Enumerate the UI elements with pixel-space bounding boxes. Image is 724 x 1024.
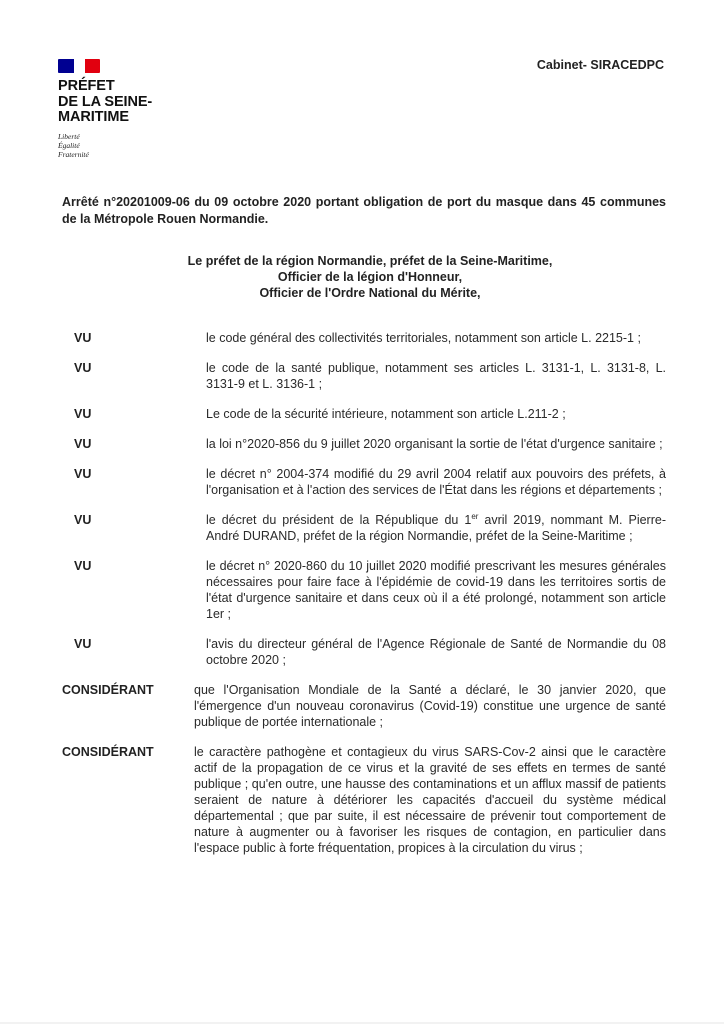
republic-motto	[58, 132, 188, 159]
visa-item	[62, 466, 666, 498]
visa-text-part: le décret du président de la République du 1	[206, 513, 472, 527]
prefect-line: MARITIME	[58, 109, 129, 125]
visa-label: VU	[74, 331, 92, 345]
visa-text	[206, 512, 666, 544]
visa-text: la loi n°2020-856 du 9 juillet 2020 organisant la sortie de l'état d'urgence sanitaire ;	[206, 437, 663, 451]
prefect-name	[58, 79, 188, 126]
superscript-text: er	[471, 511, 479, 521]
arrete-title: Arrêté n°20201009-06 du 09 octobre 2020 portant obligation de port du masque dans 45 communes de la Métropole Rouen Normandie.	[62, 195, 666, 226]
visa-item	[62, 330, 666, 346]
prefect-line: PRÉFET	[58, 78, 115, 94]
visa-text: le décret n° 2020-860 du 10 juillet 2020 modifié prescrivant les mesures générales nécessaires pour faire face à l'épidémie de covid-19 dans les territoires sortis de l'état d'urgence sanitaire et dans ceux où il a été prolongé, notamment son article 1er ;	[206, 559, 666, 621]
visa-item	[62, 406, 666, 422]
considerant-text: le caractère pathogène et contagieux du virus SARS-Cov-2 ainsi que le caractère actif de la propagation de ce virus et la gravité de ses effets en termes de santé publique ; qu'en outre, une hausse des contaminations et un afflux massif de patients seraient de nature à détériorer les capacités d'accueil du système médical départemental ; que par suite, il est nécessaire de prévenir tout comportement de nature à augmenter ou à favoriser les risques de contagion, en particulier dans l'espace public à forte fréquentation, propices à la circulation du virus ;	[194, 745, 666, 855]
visa-text: le code général des collectivités territoriales, notamment son article L. 2215-1 ;	[206, 331, 641, 345]
visa-item	[62, 436, 666, 452]
visa-label: VU	[74, 559, 92, 573]
considerant-label: CONSIDÉRANT	[62, 683, 154, 697]
authority-line: Officier de la légion d'Honneur,	[277, 270, 463, 284]
visa-label: VU	[74, 637, 92, 651]
authority-line: Officier de l'Ordre National du Mérite,	[259, 286, 481, 300]
authority-line: Le préfet de la région Normandie, préfet de la Seine-Maritime,	[187, 254, 553, 268]
visa-list	[62, 330, 666, 856]
visa-label: VU	[74, 361, 92, 375]
visa-label: VU	[74, 437, 92, 451]
visa-text: le code de la santé publique, notamment ses articles L. 3131-1, L. 3131-8, L. 3131-9 et L. 3136-1 ;	[206, 361, 666, 391]
visa-label: VU	[74, 513, 92, 527]
motto-line: Égalité	[58, 140, 80, 150]
prefecture-logo	[58, 56, 188, 159]
visa-item	[62, 512, 666, 544]
authority-block	[150, 253, 590, 301]
visa-label: VU	[74, 407, 92, 421]
visa-text: l'avis du directeur général de l'Agence Régionale de Santé de Normandie du 08 octobre 2020 ;	[206, 637, 666, 667]
motto-line: Fraternité	[58, 149, 89, 159]
visa-item	[62, 558, 666, 622]
considerant-label: CONSIDÉRANT	[62, 745, 154, 759]
marianne-flag-icon	[58, 56, 102, 75]
considerant-item	[62, 744, 666, 856]
considerant-item	[62, 682, 666, 730]
visa-text-part: avril 2019, nommant M. Pierre-André DURAND, préfet de la région Normandie, préfet de la Seine-Maritime ;	[206, 513, 666, 543]
visa-label: VU	[74, 467, 92, 481]
visa-item	[62, 360, 666, 392]
cabinet-reference: Cabinet- SIRACEDPC	[536, 58, 664, 72]
visa-text: le décret n° 2004-374 modifié du 29 avril 2004 relatif aux pouvoirs des préfets, à l'organisation et à l'action des services de l'État dans les régions et départements ;	[206, 467, 666, 497]
considerant-text: que l'Organisation Mondiale de la Santé a déclaré, le 30 janvier 2020, que l'émergence d'un nouveau coronavirus (Covid-19) constitue une urgence de santé publique de portée internationale ;	[194, 683, 666, 729]
motto-line: Liberté	[58, 131, 80, 141]
visa-text: Le code de la sécurité intérieure, notamment son article L.211-2 ;	[206, 407, 566, 421]
visa-item	[62, 636, 666, 668]
prefect-line: DE LA SEINE-	[58, 93, 153, 110]
